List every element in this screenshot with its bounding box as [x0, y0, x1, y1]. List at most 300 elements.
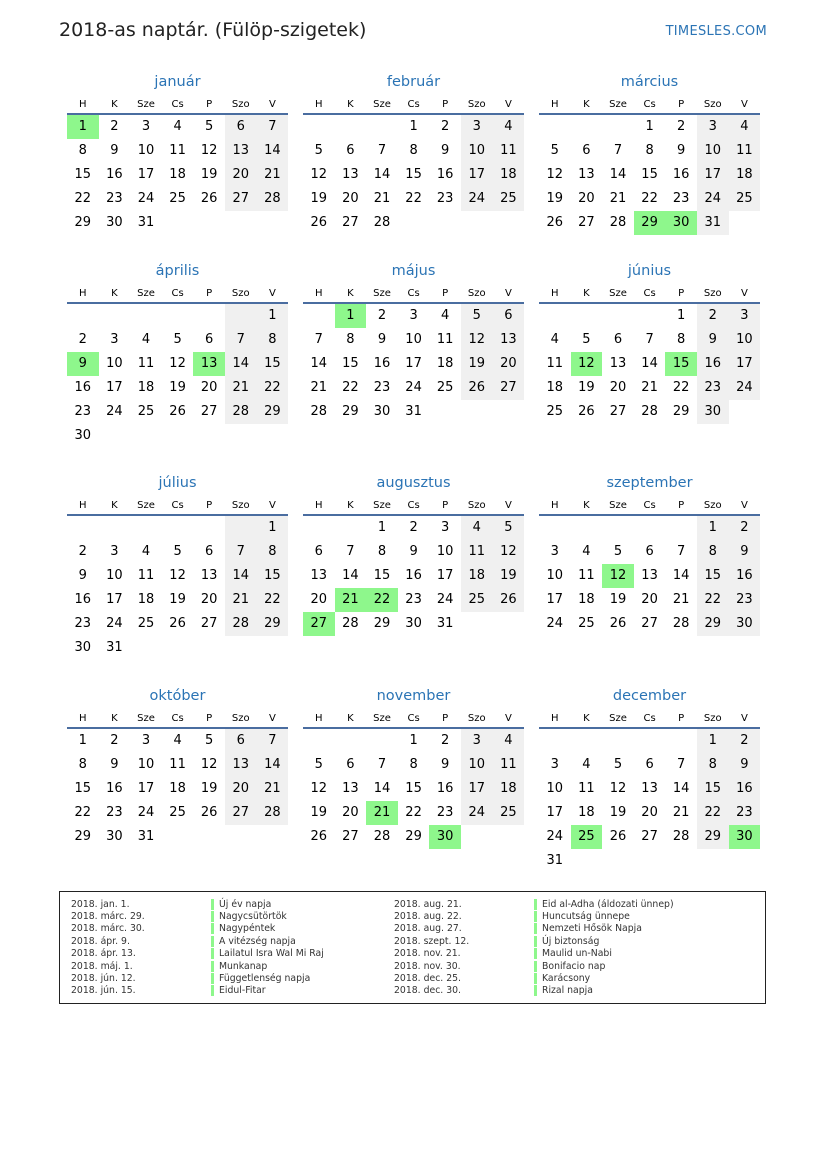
legend-item — [71, 923, 324, 935]
day-cell: 19 — [609, 805, 627, 820]
day-cell: 26 — [200, 805, 218, 820]
day-cell: 1 — [697, 516, 729, 540]
day-cell: 17 — [106, 380, 123, 395]
day-cell: 21 — [641, 380, 658, 395]
day-cell: 18 — [169, 167, 186, 182]
weekday-label: H — [551, 99, 559, 110]
day-grid — [539, 729, 760, 873]
day-cell: 4 — [141, 544, 151, 559]
day-cell: 1 — [257, 516, 289, 540]
day-cell: 18 — [729, 163, 761, 187]
weekday-label: H — [79, 500, 87, 511]
weekday-label: Cs — [407, 713, 420, 724]
legend-holiday-name: Nemzeti Hősök Napja — [542, 923, 642, 935]
day-cell: 2 — [677, 119, 686, 134]
day-cell: 22 — [74, 805, 92, 820]
weekday-label: Sze — [609, 288, 627, 299]
day-cell: 8 — [78, 143, 87, 158]
month-november — [303, 686, 524, 849]
day-cell: 19 — [200, 167, 218, 182]
day-cell: 16 — [373, 356, 391, 371]
day-grid — [67, 115, 288, 235]
day-cell: 9 — [441, 757, 450, 772]
day-cell: 20 — [200, 592, 218, 607]
day-cell: 25 — [493, 187, 525, 211]
legend-holiday-name: A vitézség napja — [219, 935, 296, 947]
day-cell: 5 — [582, 332, 591, 347]
day-cell: 18 — [436, 356, 454, 371]
day-cell: 30 — [74, 640, 92, 655]
day-cell: 26 — [461, 376, 493, 400]
day-cell: 22 — [405, 805, 422, 820]
month-title: március — [620, 74, 679, 90]
month-title: szeptember — [606, 475, 693, 491]
day-cell: 5 — [173, 544, 182, 559]
day-cell: 26 — [310, 215, 328, 230]
weekday-label: Sze — [609, 500, 627, 511]
day-cell: 10 — [436, 544, 454, 559]
day-cell: 1 — [409, 119, 418, 134]
weekday-label: P — [442, 288, 449, 299]
day-cell: 30 — [697, 400, 729, 424]
brand-logo[interactable]: TIMESLES.COM — [665, 24, 767, 39]
day-cell: 26 — [200, 191, 218, 206]
day-cell: 13 — [342, 781, 359, 796]
legend-date: 2018. aug. 27. — [394, 923, 462, 935]
day-cell: 15 — [405, 781, 422, 796]
month-december — [539, 686, 760, 873]
day-cell: 23 — [405, 592, 422, 607]
weekday-label: H — [551, 288, 559, 299]
day-cell: 11 — [137, 356, 155, 371]
day-cell: 30 — [74, 428, 92, 443]
weekday-label: P — [442, 500, 449, 511]
legend-item — [394, 948, 674, 960]
day-cell: 13 — [609, 356, 627, 371]
weekday-header — [67, 706, 288, 729]
day-cell: 17 — [697, 163, 729, 187]
page-title: 2018-as naptár. (Fülöp-szigetek) — [59, 19, 367, 41]
day-cell: 16 — [106, 781, 123, 796]
day-cell: 4 — [582, 544, 591, 559]
empty-day-cell — [539, 516, 571, 540]
holiday-day-cell: 21 — [335, 588, 367, 612]
weekday-label: H — [551, 713, 559, 724]
day-cell: 17 — [546, 805, 564, 820]
day-cell: 2 — [729, 516, 761, 540]
day-cell: 12 — [310, 167, 328, 182]
day-cell: 15 — [405, 167, 422, 182]
day-cell: 31 — [137, 215, 155, 230]
day-cell: 12 — [493, 540, 525, 564]
day-cell: 2 — [409, 520, 418, 535]
legend-date: 2018. jan. 1. — [71, 898, 130, 910]
day-cell: 22 — [342, 380, 359, 395]
holiday-day-cell: 25 — [571, 825, 603, 849]
day-cell: 25 — [578, 616, 595, 631]
day-cell: 2 — [697, 304, 729, 328]
day-cell: 12 — [200, 757, 218, 772]
day-cell: 26 — [493, 588, 525, 612]
holiday-day-cell: 1 — [335, 304, 367, 328]
weekday-label: H — [551, 500, 559, 511]
day-cell: 2 — [110, 733, 119, 748]
month-title: október — [149, 688, 206, 704]
legend-holiday-name: Munkanap — [219, 960, 268, 972]
day-cell: 21 — [672, 592, 690, 607]
holiday-day-cell: 15 — [665, 352, 697, 376]
weekday-header — [303, 706, 524, 729]
day-cell: 7 — [225, 328, 257, 352]
day-cell: 22 — [697, 588, 729, 612]
day-cell: 24 — [137, 805, 155, 820]
month-augusztus — [303, 473, 524, 636]
day-cell: 12 — [609, 781, 627, 796]
day-grid — [67, 516, 288, 660]
legend-item — [71, 972, 324, 984]
day-cell: 24 — [436, 592, 454, 607]
day-cell: 4 — [729, 115, 761, 139]
day-cell: 26 — [609, 829, 627, 844]
weekday-label: V — [740, 713, 748, 724]
day-grid — [539, 115, 760, 235]
day-cell: 23 — [729, 801, 761, 825]
day-cell: 19 — [200, 781, 218, 796]
day-cell: 29 — [74, 215, 92, 230]
day-cell: 3 — [550, 544, 559, 559]
day-cell: 6 — [493, 304, 525, 328]
weekday-label: V — [268, 500, 276, 511]
day-grid — [67, 304, 288, 448]
holiday-day-cell: 13 — [193, 352, 225, 376]
legend-item — [71, 960, 324, 972]
day-cell: 12 — [546, 167, 564, 182]
day-grid — [303, 516, 524, 636]
day-cell: 18 — [493, 777, 525, 801]
day-cell: 17 — [461, 777, 493, 801]
day-cell: 7 — [257, 115, 289, 139]
day-cell: 24 — [405, 380, 422, 395]
weekday-label: Sze — [373, 99, 391, 110]
holiday-day-cell: 27 — [303, 612, 335, 636]
day-cell: 30 — [106, 829, 123, 844]
month-január — [67, 72, 288, 235]
day-cell: 28 — [373, 829, 391, 844]
day-cell: 11 — [578, 781, 595, 796]
day-cell: 24 — [546, 616, 564, 631]
weekday-label: V — [504, 288, 512, 299]
day-cell: 23 — [697, 376, 729, 400]
day-cell: 27 — [641, 829, 658, 844]
weekday-label: Szo — [703, 713, 722, 724]
weekday-label: Szo — [467, 99, 486, 110]
empty-day-cell — [193, 304, 225, 328]
day-cell: 14 — [225, 352, 257, 376]
day-cell: 15 — [373, 568, 391, 583]
legend-item — [394, 985, 674, 997]
holiday-marker-icon — [534, 973, 537, 984]
day-cell: 15 — [74, 167, 92, 182]
day-cell: 24 — [106, 616, 123, 631]
month-április — [67, 261, 288, 448]
day-cell: 22 — [405, 191, 422, 206]
holiday-marker-icon — [211, 923, 214, 934]
day-cell: 14 — [257, 139, 289, 163]
holiday-day-cell: 29 — [634, 211, 666, 235]
day-cell: 2 — [729, 729, 761, 753]
holiday-marker-icon — [534, 911, 537, 922]
day-cell: 21 — [257, 777, 289, 801]
empty-day-cell — [303, 115, 335, 139]
day-cell: 18 — [546, 380, 564, 395]
day-cell: 21 — [609, 191, 627, 206]
day-cell: 27 — [609, 404, 627, 419]
legend-date: 2018. márc. 30. — [71, 923, 145, 935]
holiday-marker-icon — [534, 985, 537, 996]
day-cell: 19 — [578, 380, 595, 395]
day-cell: 1 — [677, 308, 686, 323]
day-cell: 22 — [257, 588, 289, 612]
day-cell: 4 — [493, 729, 525, 753]
day-cell: 26 — [546, 215, 564, 230]
day-cell: 27 — [641, 616, 658, 631]
day-cell: 18 — [578, 805, 595, 820]
day-cell: 15 — [697, 564, 729, 588]
day-cell: 29 — [672, 404, 690, 419]
day-cell: 30 — [106, 215, 123, 230]
day-cell: 1 — [409, 733, 418, 748]
day-cell: 31 — [137, 829, 155, 844]
legend-item — [71, 935, 324, 947]
empty-day-cell — [665, 729, 697, 753]
day-cell: 3 — [697, 115, 729, 139]
day-cell: 14 — [672, 568, 690, 583]
day-cell: 13 — [578, 167, 595, 182]
day-cell: 16 — [729, 564, 761, 588]
legend-date: 2018. márc. 29. — [71, 911, 145, 923]
day-cell: 3 — [141, 733, 151, 748]
day-cell: 10 — [106, 356, 123, 371]
day-grid — [303, 729, 524, 849]
legend-holiday-name: Rizal napja — [542, 985, 593, 997]
weekday-label: P — [678, 500, 685, 511]
day-cell: 26 — [310, 829, 328, 844]
holiday-day-cell: 22 — [366, 588, 398, 612]
day-cell: 30 — [729, 612, 761, 636]
day-cell: 31 — [697, 211, 729, 235]
legend-holiday-name: Új biztonság — [542, 935, 600, 947]
day-cell: 31 — [546, 853, 564, 868]
day-cell: 16 — [74, 592, 92, 607]
day-cell: 21 — [373, 191, 391, 206]
day-cell: 28 — [672, 616, 690, 631]
day-cell: 1 — [257, 304, 289, 328]
weekday-label: P — [678, 288, 685, 299]
month-title: november — [376, 688, 451, 704]
day-cell: 23 — [672, 191, 690, 206]
empty-day-cell — [193, 516, 225, 540]
day-cell: 8 — [257, 328, 289, 352]
weekday-label: V — [740, 99, 748, 110]
day-cell: 14 — [672, 781, 690, 796]
weekday-label: Sze — [609, 713, 627, 724]
legend-date: 2018. aug. 21. — [394, 898, 462, 910]
day-cell: 18 — [137, 592, 155, 607]
day-cell: 8 — [409, 143, 418, 158]
weekday-header — [539, 92, 760, 115]
day-cell: 9 — [697, 328, 729, 352]
day-cell: 15 — [697, 777, 729, 801]
weekday-label: V — [504, 99, 512, 110]
day-cell: 16 — [672, 167, 690, 182]
legend-date: 2018. dec. 25. — [394, 973, 461, 985]
holiday-day-cell: 1 — [67, 115, 99, 139]
day-cell: 29 — [697, 825, 729, 849]
day-cell: 16 — [74, 380, 92, 395]
day-cell: 10 — [697, 139, 729, 163]
weekday-label: Cs — [643, 99, 656, 110]
day-cell: 10 — [546, 568, 564, 583]
empty-day-cell — [366, 115, 398, 139]
weekday-header — [67, 281, 288, 304]
day-cell: 26 — [578, 404, 595, 419]
month-title: december — [612, 688, 687, 704]
empty-day-cell — [602, 304, 634, 328]
day-cell: 29 — [697, 612, 729, 636]
day-cell: 24 — [137, 191, 155, 206]
weekday-label: Szo — [231, 713, 250, 724]
day-cell: 21 — [225, 588, 257, 612]
weekday-label: V — [740, 500, 748, 511]
day-cell: 20 — [200, 380, 218, 395]
empty-day-cell — [130, 516, 162, 540]
day-cell: 16 — [436, 167, 454, 182]
holiday-legend — [59, 891, 766, 1004]
day-cell: 10 — [461, 753, 493, 777]
day-cell: 3 — [461, 115, 493, 139]
day-cell: 3 — [110, 544, 119, 559]
legend-holiday-name: Új év napja — [219, 898, 272, 910]
day-cell: 23 — [373, 380, 391, 395]
legend-item — [71, 948, 324, 960]
empty-day-cell — [602, 115, 634, 139]
day-cell: 25 — [729, 187, 761, 211]
day-cell: 22 — [641, 191, 658, 206]
day-cell: 19 — [461, 352, 493, 376]
day-cell: 16 — [436, 781, 454, 796]
day-cell: 17 — [461, 163, 493, 187]
legend-item — [394, 898, 674, 910]
day-grid — [67, 729, 288, 849]
holiday-day-cell: 12 — [602, 564, 634, 588]
day-cell: 20 — [493, 352, 525, 376]
day-cell: 13 — [641, 781, 658, 796]
day-cell: 5 — [173, 332, 182, 347]
day-cell: 14 — [225, 564, 257, 588]
empty-day-cell — [571, 115, 603, 139]
weekday-label: H — [315, 713, 323, 724]
weekday-label: Szo — [231, 99, 250, 110]
day-cell: 18 — [578, 592, 595, 607]
day-cell: 29 — [342, 404, 359, 419]
day-cell: 25 — [137, 616, 155, 631]
legend-date: 2018. jún. 12. — [71, 973, 136, 985]
day-cell: 1 — [377, 520, 387, 535]
weekday-label: K — [111, 713, 118, 724]
holiday-marker-icon — [211, 911, 214, 922]
day-cell: 16 — [405, 568, 422, 583]
day-cell: 11 — [493, 753, 525, 777]
weekday-label: Szo — [703, 288, 722, 299]
day-cell: 11 — [546, 356, 564, 371]
day-cell: 14 — [373, 167, 391, 182]
holiday-day-cell: 30 — [429, 825, 461, 849]
day-cell: 10 — [137, 143, 155, 158]
weekday-label: P — [206, 500, 213, 511]
day-cell: 14 — [257, 753, 289, 777]
empty-day-cell — [303, 729, 335, 753]
empty-day-cell — [162, 304, 194, 328]
day-cell: 10 — [546, 781, 564, 796]
day-cell: 6 — [225, 729, 257, 753]
day-cell: 10 — [106, 568, 123, 583]
weekday-label: K — [583, 500, 590, 511]
month-február — [303, 72, 524, 235]
weekday-label: Cs — [643, 500, 656, 511]
day-cell: 7 — [377, 757, 387, 772]
day-cell: 17 — [137, 167, 155, 182]
empty-day-cell — [225, 304, 257, 328]
day-cell: 13 — [493, 328, 525, 352]
weekday-label: Sze — [609, 99, 627, 110]
legend-date: 2018. szept. 12. — [394, 935, 470, 947]
empty-day-cell — [130, 304, 162, 328]
day-grid — [539, 304, 760, 424]
day-cell: 25 — [137, 404, 155, 419]
empty-day-cell — [67, 304, 99, 328]
weekday-label: H — [315, 99, 323, 110]
day-cell: 2 — [441, 119, 450, 134]
month-október — [67, 686, 288, 849]
legend-holiday-name: Karácsony — [542, 973, 591, 985]
day-cell: 7 — [314, 332, 323, 347]
day-cell: 20 — [641, 592, 658, 607]
weekday-label: P — [678, 713, 685, 724]
legend-item — [394, 972, 674, 984]
weekday-label: K — [583, 99, 590, 110]
day-cell: 4 — [550, 332, 559, 347]
day-cell: 10 — [729, 328, 761, 352]
weekday-label: P — [206, 713, 213, 724]
empty-day-cell — [571, 729, 603, 753]
day-grid — [539, 516, 760, 636]
day-cell: 13 — [225, 753, 257, 777]
month-május — [303, 261, 524, 424]
day-cell: 28 — [641, 404, 658, 419]
day-cell: 28 — [225, 400, 257, 424]
day-cell: 6 — [205, 544, 214, 559]
day-cell: 4 — [461, 516, 493, 540]
day-cell: 9 — [78, 568, 87, 583]
empty-day-cell — [99, 304, 131, 328]
weekday-label: Szo — [231, 288, 250, 299]
day-cell: 11 — [493, 139, 525, 163]
day-cell: 5 — [205, 119, 214, 134]
day-cell: 7 — [377, 143, 387, 158]
weekday-label: K — [347, 288, 354, 299]
day-cell: 31 — [436, 616, 454, 631]
weekday-header — [539, 281, 760, 304]
